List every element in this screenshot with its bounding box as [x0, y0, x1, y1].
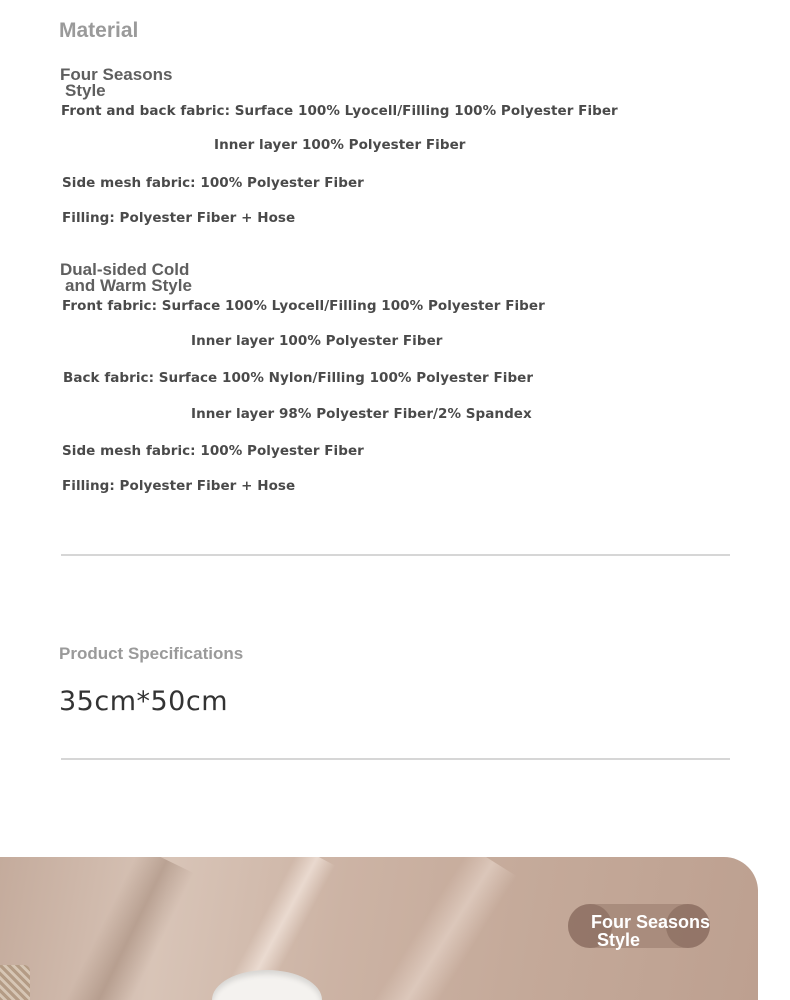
divider-material — [61, 554, 730, 556]
dual-sided-title-line2: and Warm Style — [65, 276, 192, 295]
banner-style-label-line1: Four Seasons — [591, 912, 711, 932]
dual-sided-front-inner-layer: Inner layer 100% Polyester Fiber — [191, 333, 443, 349]
material-heading: Material — [59, 19, 139, 42]
product-photo-banner — [0, 857, 758, 1000]
four-seasons-title — [60, 67, 172, 99]
knit-blanket — [0, 965, 30, 1000]
dual-sided-title — [60, 262, 192, 294]
banner-style-label-line2: Style — [597, 930, 641, 950]
four-seasons-filling: Filling: Polyester Fiber + Hose — [62, 210, 296, 226]
dual-sided-side-mesh: Side mesh fabric: 100% Polyester Fiber — [62, 443, 364, 459]
dual-sided-front-fabric: Front fabric: Surface 100% Lyocell/Filling 100% Polyester Fiber — [62, 298, 545, 314]
four-seasons-title-line2: Style — [65, 81, 106, 100]
dual-sided-title-line1: Dual-sided Cold — [60, 260, 190, 279]
four-seasons-front-back-fabric: Front and back fabric: Surface 100% Lyocell/Filling 100% Polyester Fiber — [61, 103, 618, 119]
light-streak-2 — [364, 857, 517, 1000]
specifications-heading: Product Specifications — [59, 644, 244, 663]
shadow-streak — [52, 857, 194, 1000]
dual-sided-back-inner-layer: Inner layer 98% Polyester Fiber/2% Spandex — [191, 406, 532, 422]
banner-style-label — [591, 913, 710, 949]
dual-sided-filling: Filling: Polyester Fiber + Hose — [62, 478, 296, 494]
dual-sided-back-fabric: Back fabric: Surface 100% Nylon/Filling 100% Polyester Fiber — [63, 370, 534, 386]
four-seasons-side-mesh: Side mesh fabric: 100% Polyester Fiber — [62, 175, 364, 191]
four-seasons-title-line1: Four Seasons — [60, 65, 173, 84]
divider-specifications — [61, 758, 730, 760]
specifications-size: 35cm*50cm — [59, 686, 229, 717]
four-seasons-front-back-inner-layer: Inner layer 100% Polyester Fiber — [214, 137, 466, 153]
pillow-edge — [212, 970, 322, 1000]
